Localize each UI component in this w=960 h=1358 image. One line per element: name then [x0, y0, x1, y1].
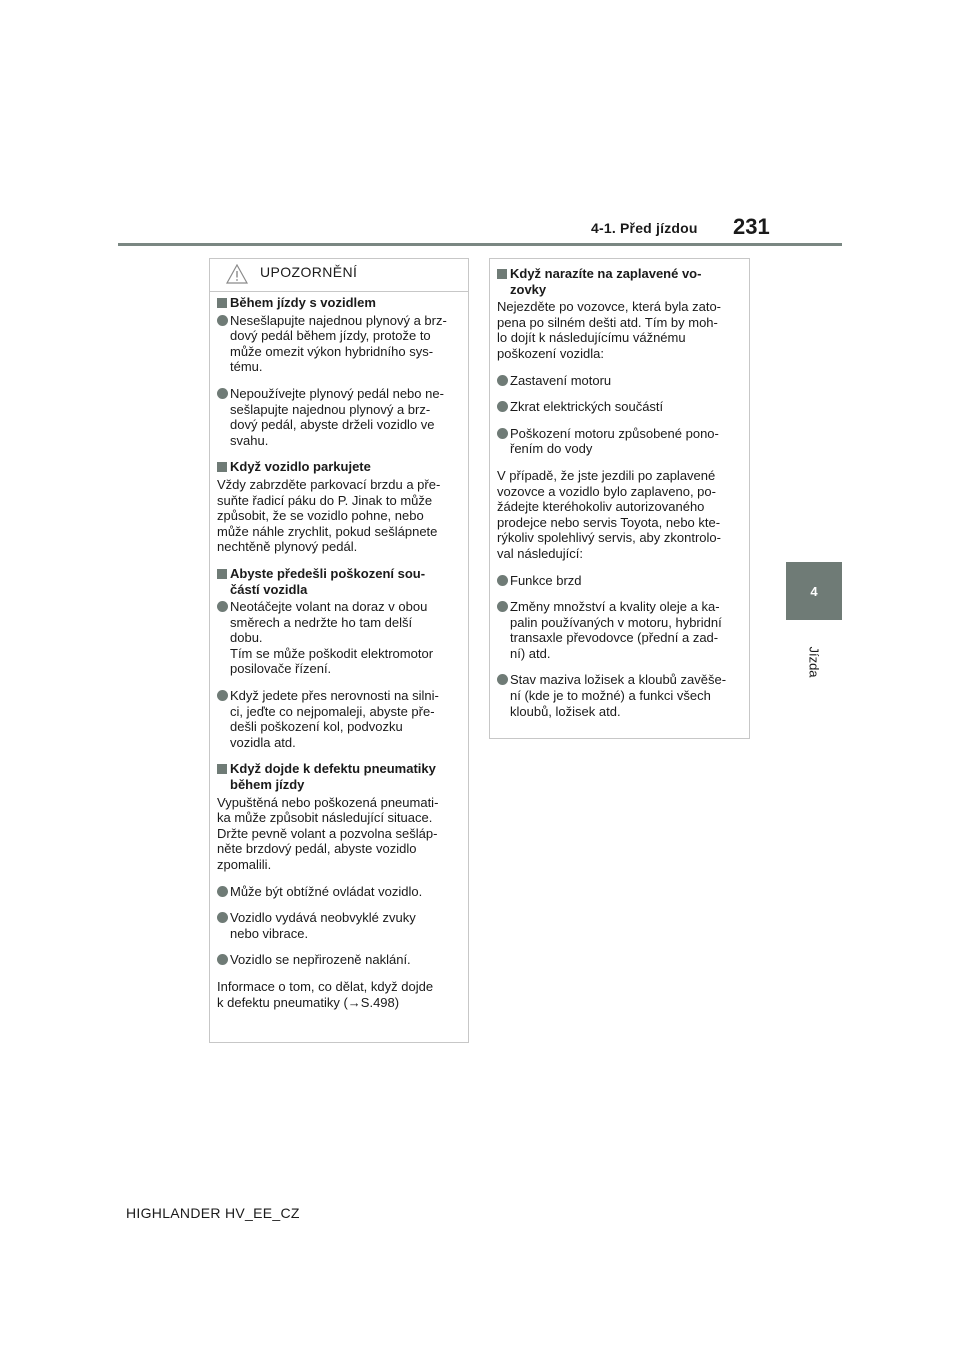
square-bullet-icon — [217, 569, 227, 579]
text-line: řením do vody — [510, 441, 593, 457]
text-line: Poškození motoru způsobené pono- — [510, 425, 719, 441]
text-line: nebo vibrace. — [230, 925, 309, 941]
bullet-item — [217, 688, 462, 750]
paragraph — [497, 299, 743, 361]
round-bullet-icon — [497, 375, 508, 386]
text-line: Když dojde k defektu pneumatiky — [230, 761, 436, 777]
round-bullet-icon — [217, 954, 228, 965]
heading-flooded-roads — [497, 266, 743, 297]
bullet-item — [217, 884, 462, 900]
text-line: prodejce nebo servis Toyota, nebo kte- — [497, 514, 721, 530]
round-bullet-icon — [217, 315, 228, 326]
text-line: Zkrat elektrických součástí — [510, 399, 664, 415]
bullet-item — [497, 672, 743, 719]
paragraph — [217, 477, 462, 555]
text-line: pena po silném dešti atd. Tím by moh- — [497, 314, 718, 330]
bullet-item — [217, 386, 462, 448]
bullet-item — [497, 599, 743, 661]
text-line: rýkoliv spolehlivý servis, aby zkontrolo- — [497, 530, 721, 546]
text-line: sešlapujte najednou plynový a brz- — [230, 401, 431, 417]
text-line: nechtěně plynový pedál. — [217, 539, 358, 555]
text-line: Abyste předešli poškození sou- — [230, 565, 426, 581]
footer-model: HIGHLANDER HV_EE_CZ — [126, 1205, 300, 1221]
text-line: dešli poškození kol, podvozku — [230, 719, 403, 735]
text-line: Vypuštěná nebo poškozená pneumati- — [217, 794, 439, 810]
text-line: dový pedál, abyste drželi vozidlo ve — [230, 417, 435, 433]
page-number: 231 — [733, 214, 770, 239]
text-line: lo dojít k následujícímu vážnému — [497, 330, 686, 346]
heading-driving — [217, 295, 462, 311]
text-line: Vozidlo se nepřirozeně naklání. — [230, 952, 411, 968]
bullet-item — [497, 399, 743, 415]
text-line: ní (kde je to možné) a funkci všech — [510, 688, 711, 704]
text-line: ka může způsobit následující situace. — [217, 810, 433, 826]
square-bullet-icon — [497, 269, 507, 279]
text-line: Když narazíte na zaplavené vo- — [510, 266, 702, 281]
text-line: Nepoužívejte plynový pedál nebo ne- — [230, 385, 444, 401]
bullet-item — [217, 599, 462, 677]
paragraph — [497, 468, 743, 562]
paragraph-reference — [217, 979, 462, 1010]
text-line: vozovce a vozidlo bylo zaplaveno, po- — [497, 483, 716, 499]
text-line: transaxle převodovce (přední a zad- — [510, 630, 719, 646]
text-line: zpomalili. — [217, 857, 272, 872]
text-line: Funkce brzd — [510, 572, 582, 588]
heading-prevent-damage — [217, 566, 462, 597]
heading-flat-tire — [217, 761, 462, 792]
text-line: Změny množství a kvality oleje a ka- — [510, 599, 720, 615]
bullet-item — [217, 910, 462, 941]
text-line: během jízdy — [230, 777, 305, 793]
text-line: může náhle zrychlit, pokud sešlápnete — [217, 523, 438, 539]
text-line: dový pedál během jízdy, protože to — [230, 328, 431, 344]
text-line: Stav maziva ložisek a kloubů zavěše- — [510, 672, 727, 688]
text-line: může omezit výkon hybridního sys- — [230, 343, 434, 359]
text-line: Držte pevně volant a pozvolna sešláp- — [217, 825, 438, 841]
paragraph — [217, 795, 462, 873]
text-line: Když jedete přes nerovnosti na silni- — [230, 688, 439, 704]
round-bullet-icon — [497, 601, 508, 612]
round-bullet-icon — [217, 912, 228, 923]
chapter-label-text: Jízda — [806, 646, 822, 678]
text-line: tému. — [230, 359, 263, 375]
text-line: Nejezděte po vozovce, která byla zato- — [497, 299, 722, 315]
text-line: kloubů, ložisek atd. — [510, 703, 621, 719]
text-line: suňte řadicí páku do P. Jinak to může — [217, 492, 433, 508]
text-line: Informace o tom, co dělat, když dojde — [217, 978, 434, 994]
bullet-item — [497, 573, 743, 589]
bullet-item — [217, 952, 462, 968]
text-line: vozidla atd. — [230, 734, 296, 750]
round-bullet-icon — [497, 428, 508, 439]
text-line: Neotáčejte volant na doraz v obou — [230, 599, 428, 615]
text-line: Během jízdy s vozidlem — [230, 295, 376, 310]
text-line: Když vozidlo parkujete — [230, 459, 371, 475]
text-line: svahu. — [230, 432, 269, 448]
round-bullet-icon — [217, 601, 228, 612]
round-bullet-icon — [217, 886, 228, 897]
round-bullet-icon — [217, 388, 228, 399]
bullet-item — [217, 313, 462, 375]
warning-box-left — [209, 258, 469, 1043]
warning-triangle-icon — [226, 264, 248, 284]
round-bullet-icon — [497, 575, 508, 586]
text-line: poškození vozidla: — [497, 345, 604, 361]
text-line: způsobit, že se vozidlo pohne, nebo — [217, 508, 424, 524]
chapter-tab — [786, 562, 842, 620]
text-line: částí vozidla — [230, 581, 308, 597]
text-line: dobu. — [230, 630, 263, 646]
square-bullet-icon — [217, 462, 227, 472]
bullet-item — [497, 426, 743, 457]
text-line: zovky — [510, 281, 547, 297]
square-bullet-icon — [217, 298, 227, 308]
text-line: val následující: — [497, 545, 583, 561]
warning-title: UPOZORNĚNÍ — [260, 264, 358, 280]
section-title: 4-1. Před jízdou — [591, 220, 698, 236]
text-line: palin používaných v motoru, hybridní — [510, 614, 722, 630]
text-line: žádejte kteréhokoliv autorizovaného — [497, 499, 705, 515]
square-bullet-icon — [217, 764, 227, 774]
text-line: posilovače řízení. — [230, 661, 332, 677]
chapter-number: 4 — [810, 584, 818, 599]
text-line: Vozidlo vydává neobvyklé zvuky — [230, 910, 416, 926]
heading-parking — [217, 459, 462, 475]
text-line: V případě, že jste jezdili po zaplavené — [497, 467, 716, 483]
round-bullet-icon — [217, 690, 228, 701]
text-line: k defektu pneumatiky (→S.498) — [217, 994, 400, 1010]
text-line: Může být obtížné ovládat vozidlo. — [230, 883, 423, 899]
warning-header — [210, 259, 468, 292]
warning-box-right — [489, 258, 750, 739]
text-line: ní) atd. — [510, 645, 551, 661]
text-line: Tím se může poškodit elektromotor — [230, 645, 434, 661]
round-bullet-icon — [497, 401, 508, 412]
round-bullet-icon — [497, 674, 508, 685]
bullet-item — [497, 373, 743, 389]
text-line: směrech a nedržte ho tam delší — [230, 614, 413, 630]
text-line: Nesešlapujte najednou plynový a brz- — [230, 312, 447, 328]
text-line: něte brzdový pedál, abyste vozidlo — [217, 841, 417, 857]
header-rule — [118, 243, 842, 246]
text-line: Vždy zabrzděte parkovací brzdu a pře- — [217, 476, 441, 492]
chapter-label — [784, 632, 844, 692]
text-line: ci, jeďte co nejpomaleji, abyste pře- — [230, 703, 435, 719]
text-line: Zastavení motoru — [510, 372, 612, 388]
